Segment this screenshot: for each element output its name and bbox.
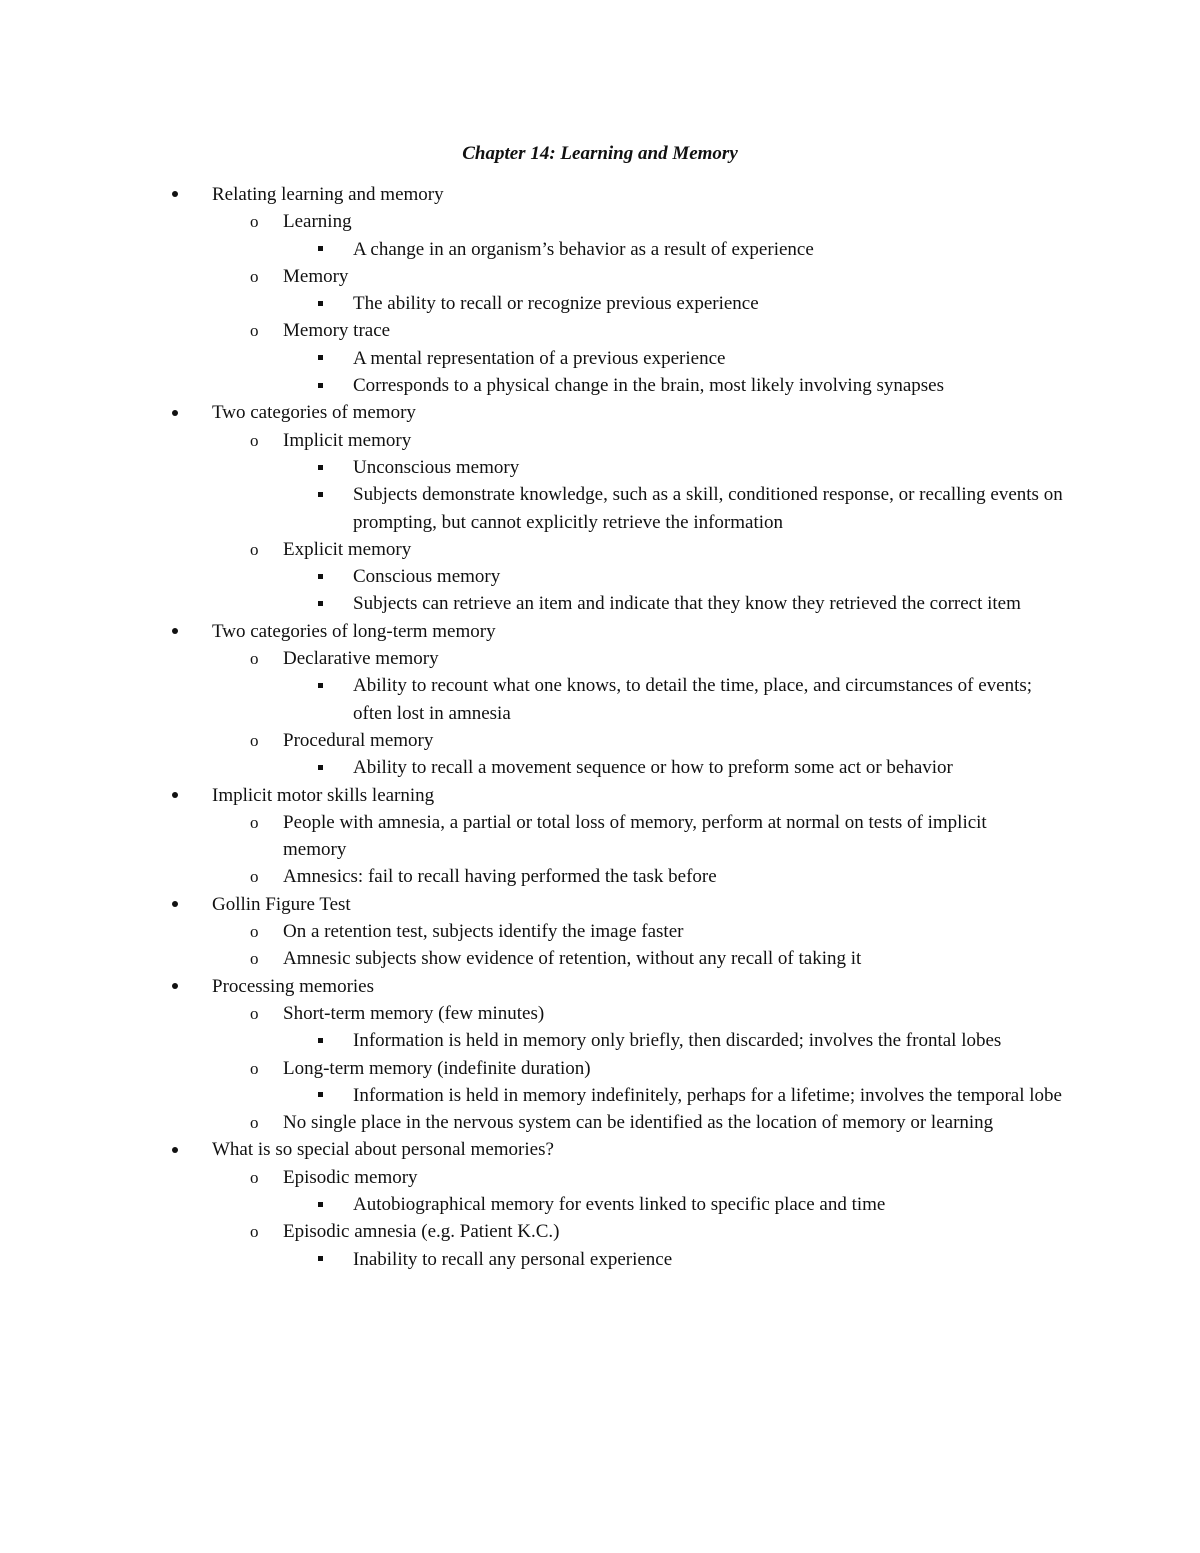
bullet-square-icon (318, 345, 323, 372)
bullet-o-marker: o (250, 949, 259, 969)
outline-item-text: Processing memories (212, 975, 375, 997)
outline-item-text: Implicit memory (283, 429, 412, 451)
outline-item-text: Subjects can retrieve an item and indicate that they know they retrieved the correct item (353, 593, 1021, 615)
outline-item-level-3 (0, 590, 1200, 617)
bullet-o-marker: o (250, 1222, 259, 1242)
outline-item-level-2 (0, 536, 1200, 563)
outline-item-text: Autobiographical memory for events linked to specific place and time (353, 1193, 886, 1215)
outline-item-level-2 (0, 863, 1200, 890)
bullet-square-icon (318, 1027, 323, 1054)
bullet-square-icon (318, 754, 323, 781)
outline-item-level-3 (0, 290, 1200, 317)
outline-item-level-2 (0, 1000, 1200, 1027)
outline-item-level-1 (0, 618, 1200, 645)
bullet-dot-icon (172, 399, 178, 426)
outline-item-level-2 (0, 945, 1200, 972)
outline-item-text: Memory (283, 265, 349, 287)
outline-item-text: Information is held in memory only briefly, then discarded; involves the frontal lobes (353, 1030, 1002, 1052)
outline-item-text: The ability to recall or recognize previous experience (353, 293, 759, 315)
bullet-square-icon (318, 590, 323, 617)
bullet-dot-icon (172, 181, 178, 208)
bullet-dot-icon (172, 782, 178, 809)
outline-item-level-3 (0, 236, 1200, 263)
bullet-square-icon (318, 563, 323, 590)
bullet-o-marker: o (250, 812, 259, 832)
outline-item-level-3 (0, 372, 1200, 399)
outline-item-text: Ability to recall a movement sequence or how to preform some act or behavior (353, 757, 953, 779)
outline-item-level-2 (0, 918, 1200, 945)
bullet-o-marker: o (250, 730, 259, 750)
bullet-square-icon (318, 1246, 323, 1273)
outline-item-level-3 (0, 345, 1200, 372)
outline-item-text: Two categories of memory (212, 402, 416, 424)
outline-item-text: Two categories of long-term memory (212, 620, 496, 642)
outline-item-level-2 (0, 645, 1200, 672)
outline-item-level-2 (0, 1164, 1200, 1191)
outline-item-level-3 (0, 1082, 1200, 1109)
outline-item-level-2 (0, 809, 1200, 864)
outline-item-level-3 (0, 754, 1200, 781)
outline-item-level-2 (0, 1218, 1200, 1245)
outline-item-level-2 (0, 727, 1200, 754)
bullet-dot-icon (172, 1136, 178, 1163)
outline-item-text: Explicit memory (283, 538, 412, 560)
outline-item-level-2 (0, 427, 1200, 454)
outline-item-level-1 (0, 399, 1200, 426)
outline-item-text: A mental representation of a previous experience (353, 347, 726, 369)
outline-item-text: Amnesic subjects show evidence of retention, without any recall of taking it (283, 948, 862, 970)
bullet-dot-icon (172, 891, 178, 918)
outline-item-level-3 (0, 1191, 1200, 1218)
outline-item-text: Subjects demonstrate knowledge, such as a skill, conditioned response, or recalling events on prompting, but cannot explicitly retrieve the information (353, 484, 1063, 533)
bullet-o-marker: o (250, 867, 259, 887)
outline-item-text: Long-term memory (indefinite duration) (283, 1057, 591, 1079)
outline-item-text: No single place in the nervous system can be identified as the location of memory or learning (283, 1112, 994, 1134)
bullet-o-marker: o (250, 266, 259, 286)
bullet-o-marker: o (250, 539, 259, 559)
outline-item-text: Procedural memory (283, 729, 434, 751)
outline-item-text: Implicit motor skills learning (212, 784, 435, 806)
outline-item-text: Amnesics: fail to recall having performed the task before (283, 866, 717, 888)
bullet-square-icon (318, 481, 323, 508)
outline-item-level-3 (0, 1027, 1200, 1054)
bullet-dot-icon (172, 618, 178, 645)
outline-item-text: On a retention test, subjects identify the image faster (283, 921, 684, 943)
outline-item-level-1 (0, 181, 1200, 208)
bullet-square-icon (318, 1082, 323, 1109)
outline-item-text: Ability to recount what one knows, to detail the time, place, and circumstances of events; often lost in amnesia (353, 675, 1033, 724)
bullet-square-icon (318, 454, 323, 481)
outline-item-text: A change in an organism’s behavior as a result of experience (353, 238, 814, 260)
outline-item-level-1 (0, 1136, 1200, 1163)
outline-item-level-3 (0, 672, 1200, 727)
outline-item-level-2 (0, 1055, 1200, 1082)
bullet-square-icon (318, 372, 323, 399)
bullet-square-icon (318, 290, 323, 317)
outline-item-text: Inability to recall any personal experience (353, 1248, 673, 1270)
outline-item-text: What is so special about personal memories? (212, 1139, 554, 1161)
outline-item-level-2 (0, 263, 1200, 290)
outline-item-text: Unconscious memory (353, 456, 520, 478)
outline-item-text: Episodic amnesia (e.g. Patient K.C.) (283, 1221, 560, 1243)
outline-item-level-1 (0, 891, 1200, 918)
outline-item-level-1 (0, 973, 1200, 1000)
outline-item-text: Declarative memory (283, 648, 439, 670)
bullet-o-marker: o (250, 1058, 259, 1078)
outline-item-text: Information is held in memory indefinitely, perhaps for a lifetime; involves the temporal lobe (353, 1084, 1062, 1106)
outline-item-level-3 (0, 1246, 1200, 1273)
outline-item-level-3 (0, 563, 1200, 590)
outline-item-level-1 (0, 782, 1200, 809)
bullet-o-marker: o (250, 922, 259, 942)
bullet-o-marker: o (250, 430, 259, 450)
outline-item-level-3 (0, 481, 1200, 536)
bullet-o-marker: o (250, 321, 259, 341)
outline-item-text: Relating learning and memory (212, 184, 444, 205)
outline-item-level-2 (0, 317, 1200, 344)
bullet-square-icon (318, 1191, 323, 1218)
outline-list (0, 181, 1200, 1273)
document-title: Chapter 14: Learning and Memory (462, 143, 738, 164)
outline-item-text: Short-term memory (few minutes) (283, 1002, 545, 1024)
bullet-dot-icon (172, 973, 178, 1000)
bullet-square-icon (318, 236, 323, 263)
bullet-o-marker: o (250, 1167, 259, 1187)
outline-item-text: Gollin Figure Test (212, 893, 351, 915)
bullet-square-icon (318, 672, 323, 699)
outline-item-text: Conscious memory (353, 566, 501, 588)
bullet-o-marker: o (250, 1113, 259, 1133)
outline-item-text: People with amnesia, a partial or total loss of memory, perform at normal on tests of implicit memory (283, 811, 987, 861)
outline-item-text: Episodic memory (283, 1166, 418, 1188)
outline-item-level-3 (0, 454, 1200, 481)
outline-item-level-2 (0, 1109, 1200, 1136)
bullet-o-marker: o (250, 649, 259, 669)
outline-item-text: Corresponds to a physical change in the brain, most likely involving synapses (353, 375, 945, 397)
bullet-o-marker: o (250, 1003, 259, 1023)
outline-item-text: Learning (283, 211, 352, 233)
outline-item-level-2 (0, 208, 1200, 235)
outline-item-text: Memory trace (283, 320, 391, 342)
bullet-o-marker: o (250, 212, 259, 232)
